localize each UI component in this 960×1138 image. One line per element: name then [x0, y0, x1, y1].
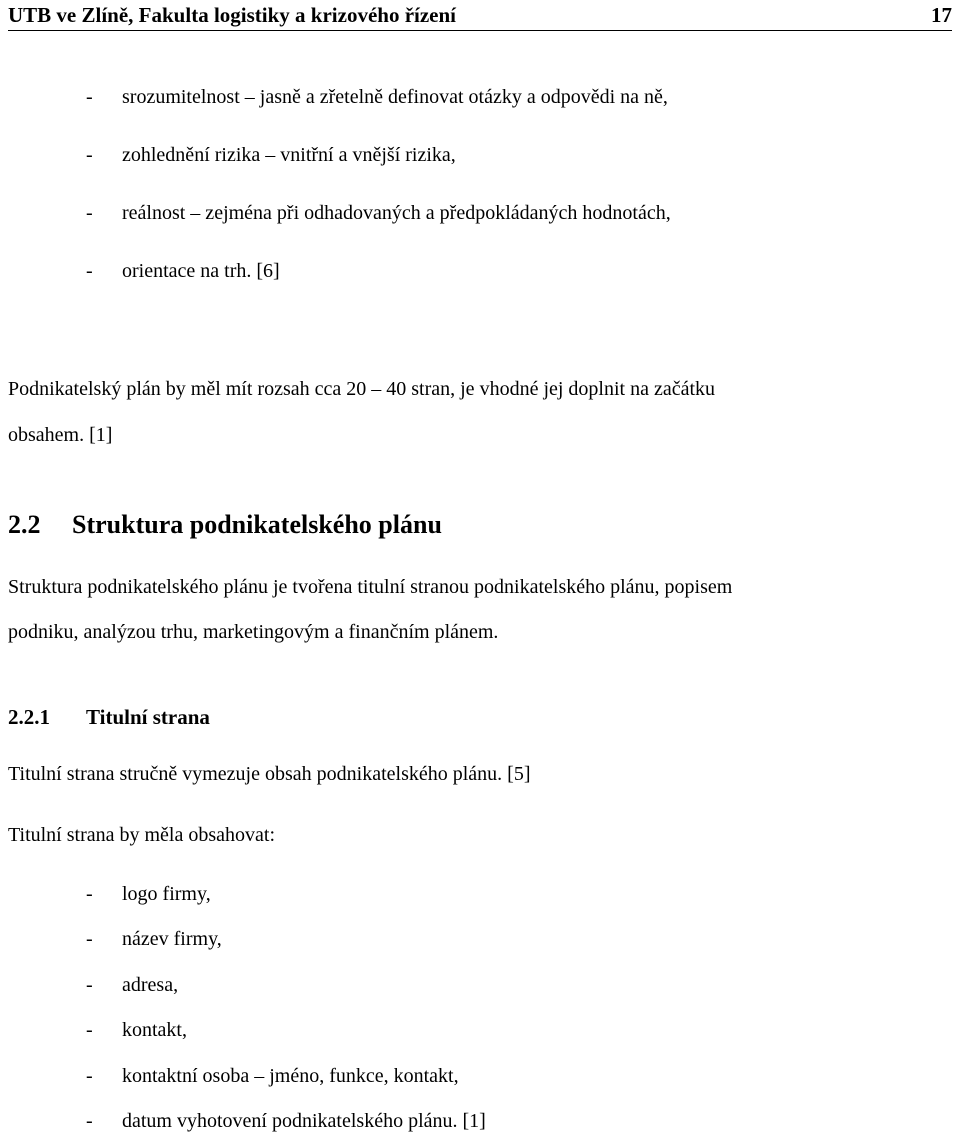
paragraph-line: Struktura podnikatelského plánu je tvořena titulní stranou podnikatelského plánu, popisem — [8, 576, 733, 598]
bullet-dash: - — [86, 1019, 93, 1041]
page-header — [8, 2, 952, 31]
subsection-heading — [8, 705, 210, 729]
list-item-text: název firmy, — [122, 928, 222, 950]
list-item-text: zohlednění rizika – vnitřní a vnější rizika, — [122, 144, 456, 166]
list-item-text: datum vyhotovení podnikatelského plánu. [1] — [122, 1110, 486, 1132]
page-number: 17 — [931, 3, 952, 27]
bullet-dash: - — [86, 1065, 93, 1087]
bullet-dash: - — [86, 928, 93, 950]
bullet-dash: - — [86, 144, 93, 166]
list-item — [86, 259, 280, 283]
paragraph-line: obsahem. [1] — [8, 424, 113, 446]
bullet-dash: - — [86, 260, 93, 282]
subsection-number: 2.2.1 — [8, 705, 50, 729]
list-item — [86, 1109, 486, 1133]
list-item-text: logo firmy, — [122, 883, 211, 905]
paragraph-line: Podnikatelský plán by měl mít rozsah cca 20 – 40 stran, je vhodné jej doplnit na začátku — [8, 378, 716, 400]
list-item — [86, 1018, 187, 1042]
list-item — [86, 882, 211, 906]
header-title: UTB ve Zlíně, Fakulta logistiky a krizového řízení — [8, 3, 457, 27]
list-item — [86, 927, 222, 951]
bullet-dash: - — [86, 883, 93, 905]
list-item — [86, 1064, 459, 1088]
paragraph-line: Titulní strana stručně vymezuje obsah podnikatelského plánu. [5] — [8, 763, 531, 785]
paragraph-line: Titulní strana by měla obsahovat: — [8, 824, 276, 846]
list-item — [86, 973, 178, 997]
bullet-dash: - — [86, 974, 93, 996]
subsection-title: Titulní strana — [86, 705, 210, 729]
section-title: Struktura podnikatelského plánu — [72, 510, 442, 539]
list-item-text: kontaktní osoba – jméno, funkce, kontakt, — [122, 1065, 459, 1087]
list-item-text: srozumitelnost – jasně a zřetelně definovat otázky a odpovědi na ně, — [122, 86, 668, 108]
section-heading — [8, 510, 442, 540]
paragraph-line: podniku, analýzou trhu, marketingovým a finančním plánem. — [8, 621, 499, 643]
list-item-text: reálnost – zejména při odhadovaných a předpokládaných hodnotách, — [122, 202, 671, 224]
list-item — [86, 143, 456, 167]
bullet-dash: - — [86, 202, 93, 224]
section-number: 2.2 — [8, 510, 41, 539]
list-item-text: kontakt, — [122, 1019, 187, 1041]
list-item — [86, 201, 671, 225]
list-item — [86, 85, 668, 109]
bullet-dash: - — [86, 1110, 93, 1132]
list-item-text: orientace na trh. [6] — [122, 260, 280, 282]
bullet-dash: - — [86, 86, 93, 108]
list-item-text: adresa, — [122, 974, 179, 996]
